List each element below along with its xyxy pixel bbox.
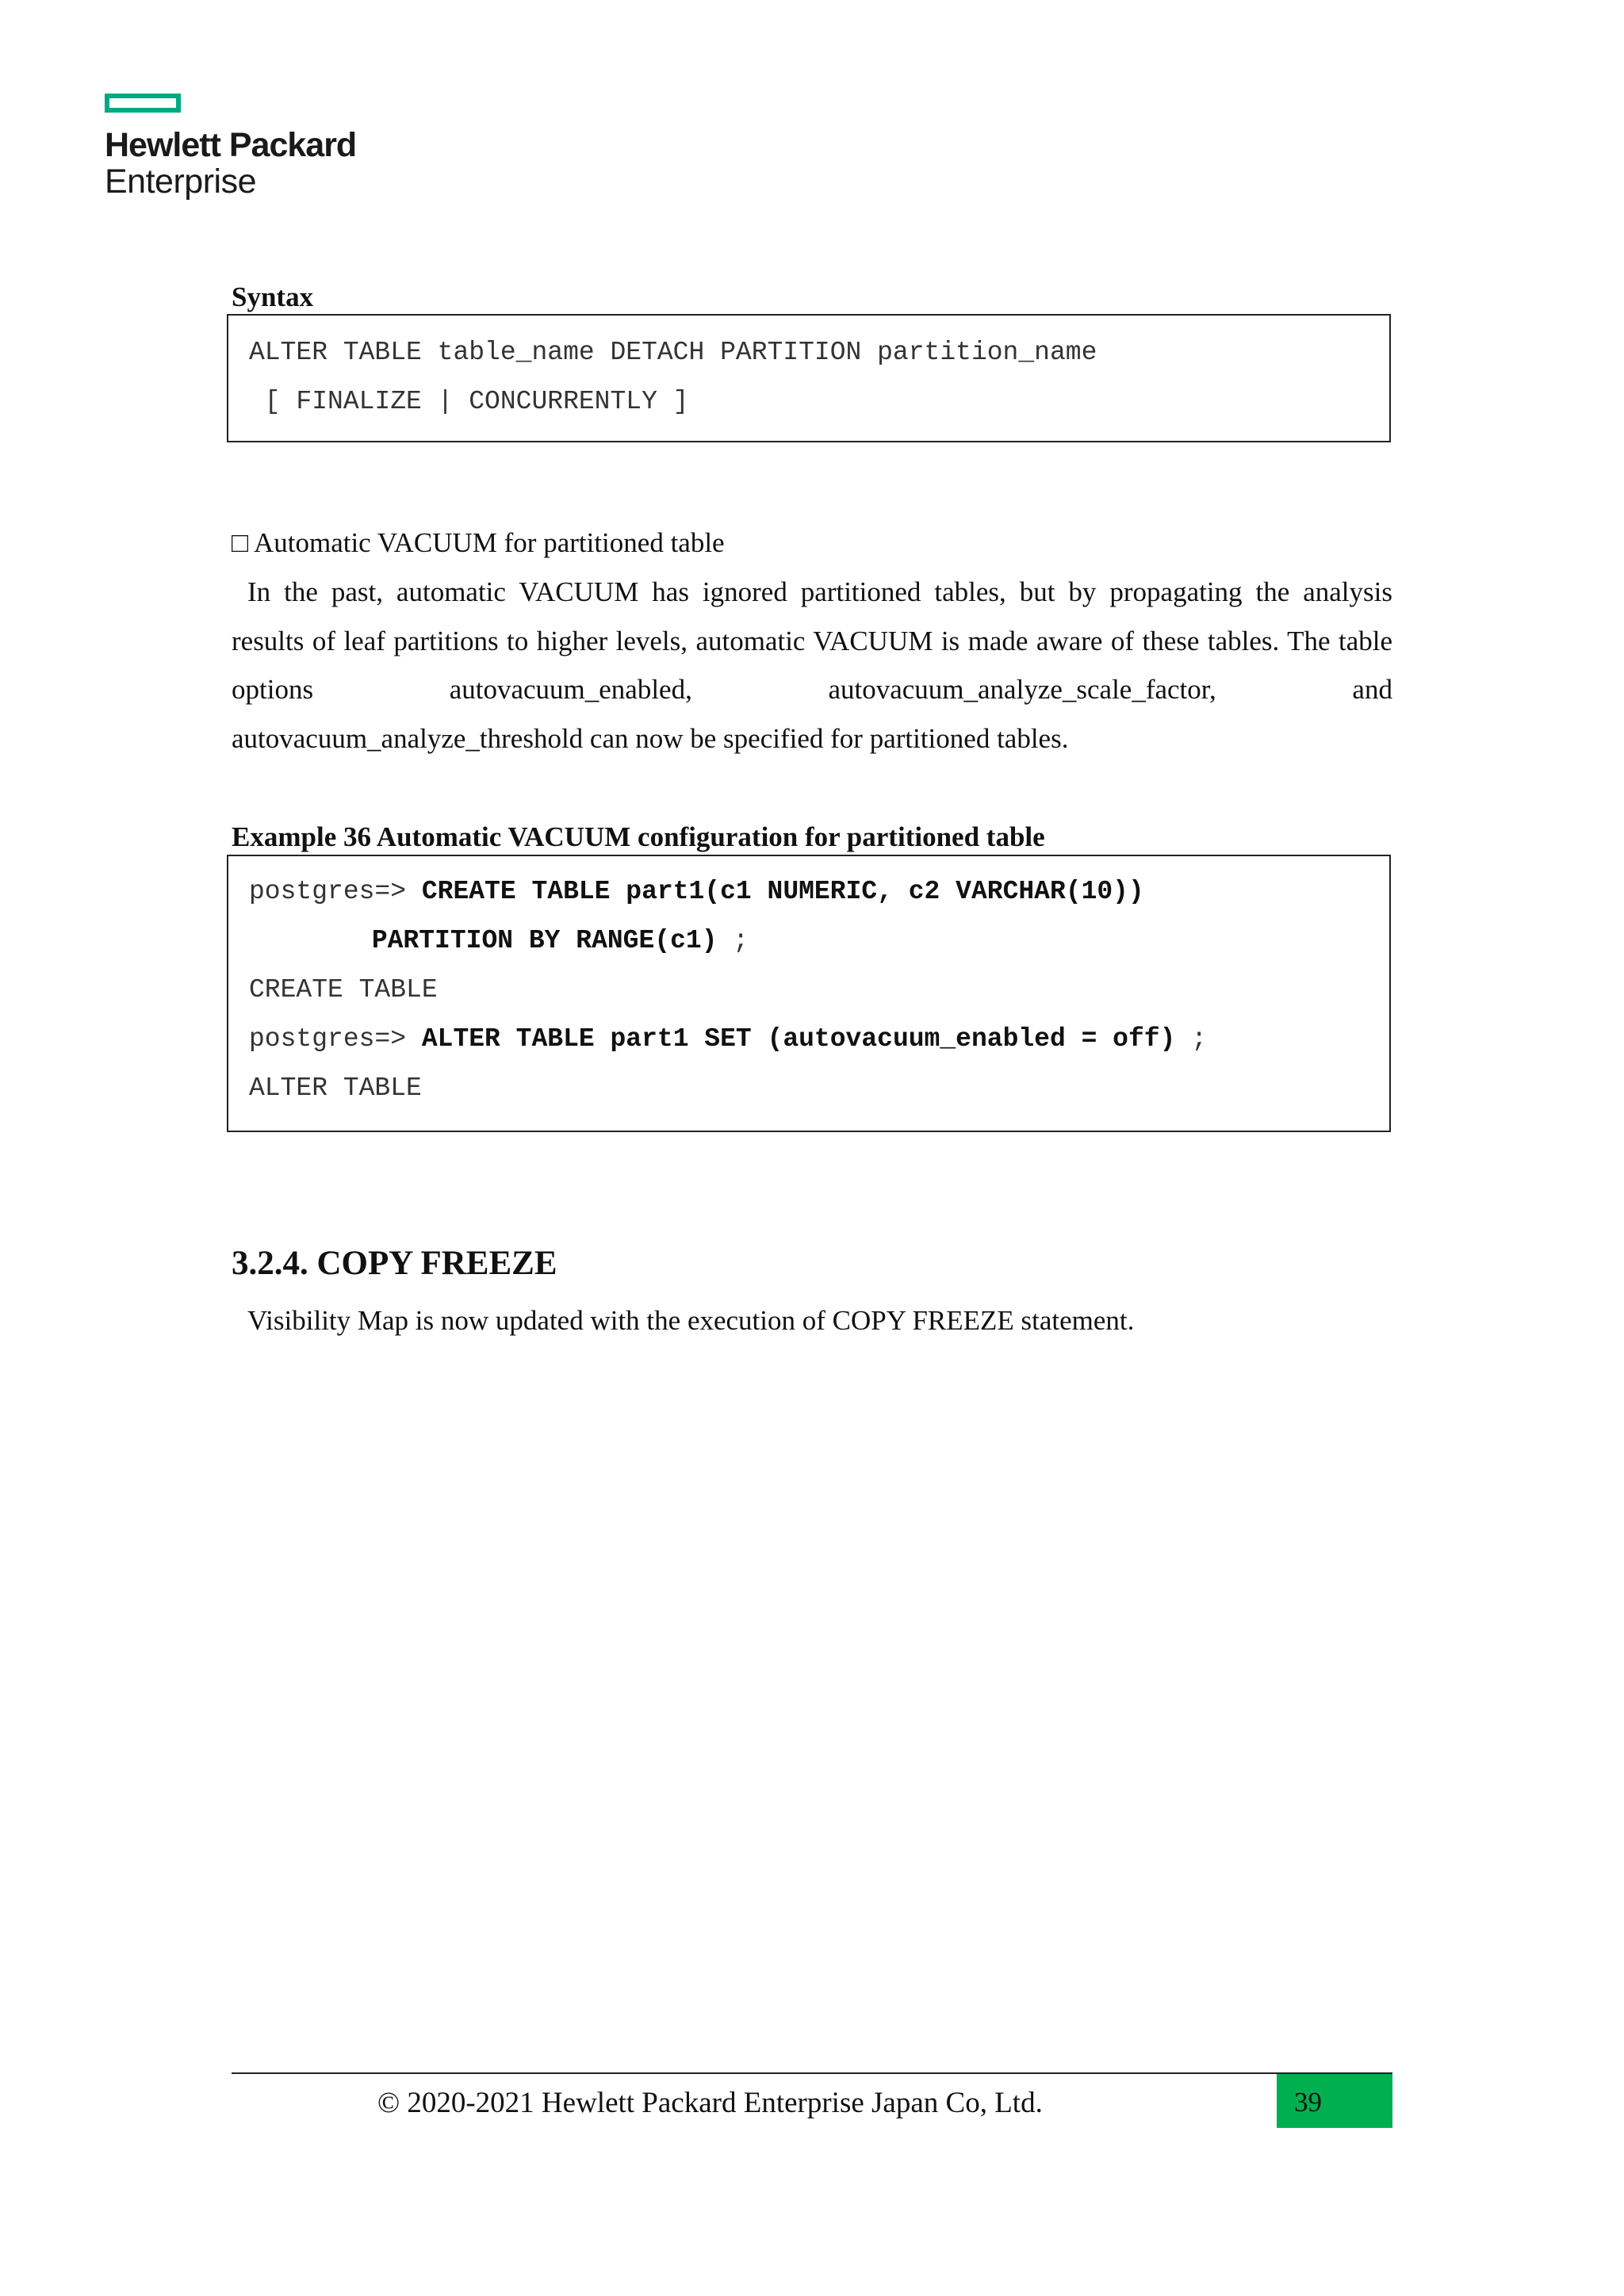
- syntax-code-box: [227, 314, 1391, 442]
- para-word: autovacuum_analyze_scale_factor,: [828, 674, 1216, 705]
- logo-line-1: Hewlett Packard: [105, 126, 357, 164]
- example-line-5: ALTER TABLE: [249, 1073, 422, 1103]
- para-word: options: [232, 674, 314, 705]
- logo-bar-icon: [105, 94, 181, 113]
- example-line-1: postgres=> CREATE TABLE part1(c1 NUMERIC, c2 VARCHAR(10)): [249, 877, 1144, 906]
- vacuum-para-line-3: [232, 675, 1392, 703]
- vacuum-para-line-1: [247, 578, 1392, 606]
- syntax-line-1: ALTER TABLE table_name DETACH PARTITION partition_name: [249, 338, 1097, 367]
- example-label: Example 36 Automatic VACUUM configuration for partitioned table: [232, 821, 1045, 852]
- footer-copyright: © 2020-2021 Hewlett Packard Enterprise Japan Co, Ltd.: [377, 2087, 1043, 2119]
- example-code-box: [227, 855, 1391, 1132]
- footer-divider: [232, 2072, 1392, 2074]
- para-text: In the past, automatic VACUUM has ignored partitioned tables, but by propagating the analysis: [247, 576, 1392, 607]
- page-number: 39: [1294, 2087, 1322, 2118]
- syntax-label: Syntax: [232, 281, 314, 312]
- page-number-box: [1277, 2074, 1392, 2128]
- vacuum-para-line-2: [232, 627, 1392, 655]
- syntax-line-2: [ FINALIZE | CONCURRENTLY ]: [249, 387, 689, 416]
- vacuum-title-text: Automatic VACUUM for partitioned table: [253, 527, 725, 558]
- example-line-4: postgres=> ALTER TABLE part1 SET (autovacuum_enabled = off) ;: [249, 1024, 1208, 1054]
- copy-freeze-text: Visibility Map is now updated with the execution of COPY FREEZE statement.: [247, 1305, 1135, 1336]
- example-line-3: CREATE TABLE: [249, 975, 438, 1004]
- para-word: and: [1352, 674, 1392, 705]
- para-word: autovacuum_enabled,: [449, 674, 692, 705]
- hpe-logo: [105, 94, 358, 205]
- logo-line-2: Enterprise: [105, 163, 256, 201]
- example-line-2: PARTITION BY RANGE(c1) ;: [371, 926, 749, 955]
- vacuum-section-title: [232, 529, 725, 557]
- section-heading: 3.2.4. COPY FREEZE: [232, 1245, 557, 1282]
- vacuum-para-line-4: autovacuum_analyze_threshold can now be specified for partitioned tables.: [232, 723, 1069, 754]
- para-text: results of leaf partitions to higher levels, automatic VACUUM is made aware of these tables. The table: [232, 626, 1392, 656]
- bullet-icon: □: [232, 527, 249, 558]
